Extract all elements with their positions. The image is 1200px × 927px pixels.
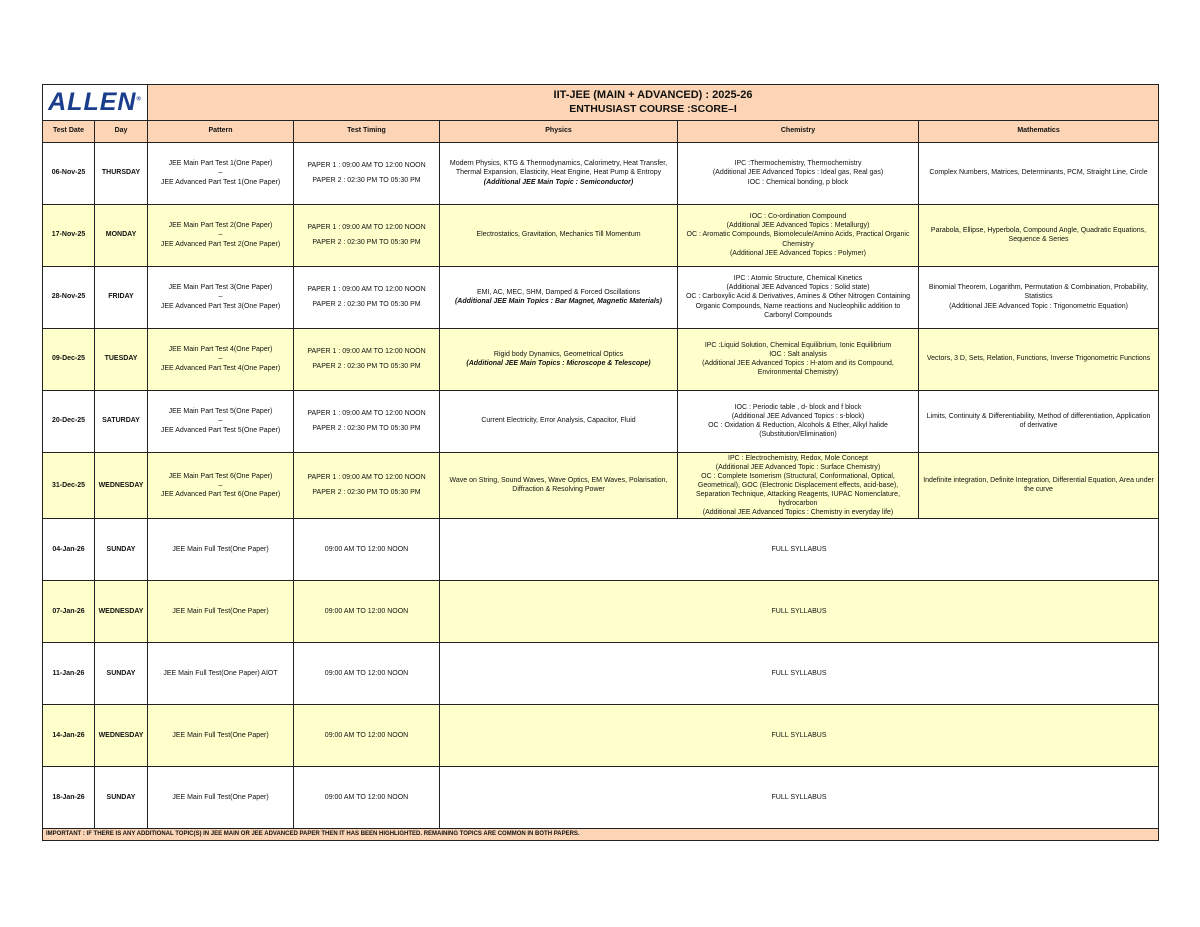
pattern-cell	[148, 266, 294, 328]
timing-cell	[294, 328, 440, 390]
mathematics-line: of derivative	[1019, 422, 1058, 429]
timing-paper-1: PAPER 1 : 09:00 AM TO 12:00 NOON	[307, 474, 426, 482]
chemistry-line: IOC : Periodic table , d- block and f block	[734, 403, 862, 411]
header-row	[43, 85, 1159, 121]
pattern-cell: JEE Main Full Test(One Paper)	[148, 767, 294, 829]
physics-cell	[440, 266, 678, 328]
chemistry-line: hydrocarbon	[778, 499, 818, 507]
timing-paper-1: PAPER 1 : 09:00 AM TO 12:00 NOON	[307, 223, 426, 231]
pattern-separator: –	[218, 231, 223, 239]
chemistry-line: IPC :Liquid Solution, Chemical Equilibrium, Ionic Equilibrium	[704, 341, 892, 349]
chemistry-line: (Additional JEE Advanced Topics : s-block)	[731, 412, 865, 420]
test-day: SUNDAY	[95, 519, 148, 581]
schedule-table	[42, 84, 1159, 841]
physics-line: Modern Physics, KTG & Thermodynamics, Calorimetry, Heat Transfer,	[449, 160, 668, 168]
pattern-advanced: JEE Advanced Part Test 4(One Paper)	[160, 364, 281, 372]
chemistry-line: IOC : Salt analysis	[769, 350, 827, 358]
pattern-cell	[148, 390, 294, 452]
table-row	[43, 452, 1159, 519]
col-header-day: Day	[95, 120, 148, 142]
timing-cell: 09:00 AM TO 12:00 NOON	[294, 581, 440, 643]
pattern-cell	[148, 142, 294, 204]
page-title: IIT-JEE (MAIN + ADVANCED) : 2025-26	[553, 89, 753, 102]
physics-line: Diffraction & Resolving Power	[512, 486, 605, 494]
timing-cell	[294, 266, 440, 328]
mathematics-line: Complex Numbers, Matrices, Determinants, PCM, Straight Line, Circle	[929, 169, 1148, 177]
timing-paper-1: PAPER 1 : 09:00 AM TO 12:00 NOON	[307, 409, 426, 417]
table-row	[43, 266, 1159, 328]
col-header-test-timing: Test Timing	[294, 120, 440, 142]
title-cell	[148, 85, 1159, 121]
mathematics-cell	[919, 328, 1159, 390]
test-date: 17-Nov-25	[43, 204, 95, 266]
timing-cell	[294, 142, 440, 204]
pattern-separator: –	[218, 169, 223, 177]
chemistry-line: Environmental Chemistry)	[757, 369, 839, 377]
mathematics-cell	[919, 142, 1159, 204]
mathematics-cell	[919, 266, 1159, 328]
mathematics-line: Indefinite integration, Definite Integration, Differential Equation, Area under	[923, 477, 1154, 485]
important-note: IMPORTANT : IF THERE IS ANY ADDITIONAL TOPIC(S) IN JEE MAIN OR JEE ADVANCED PAPER THEN IT HAS BEEN HIGHLIGHTED. REMAINING TOPICS ARE COMMON IN BOTH PAPERS.	[43, 829, 1159, 841]
mathematics-line: Statistics	[1024, 293, 1053, 301]
mathematics-line: Parabola, Ellipse, Hyperbola, Compound Angle, Quadratic Equations,	[930, 226, 1147, 234]
physics-line: Thermal Expansion, Elasticity, Heat Engine, Heat Pump & Entropy	[455, 169, 662, 177]
pattern-main: JEE Main Part Test 2(One Paper)	[168, 222, 273, 230]
test-date: 28-Nov-25	[43, 266, 95, 328]
timing-cell	[294, 390, 440, 452]
pattern-cell: JEE Main Full Test(One Paper)	[148, 519, 294, 581]
col-header-physics: Physics	[440, 120, 678, 142]
footer-row	[43, 829, 1159, 841]
pattern-main: JEE Main Part Test 4(One Paper)	[168, 346, 273, 354]
chemistry-line: (Additional JEE Advanced Topics : Polymer)	[729, 249, 867, 257]
full-syllabus-cell: FULL SYLLABUS	[440, 581, 1159, 643]
chemistry-line: IPC : Atomic Structure, Chemical Kinetics	[733, 275, 863, 283]
pattern-advanced: JEE Advanced Part Test 1(One Paper)	[160, 178, 281, 186]
physics-line: EMI, AC, MEC, SHM, Damped & Forced Oscillations	[477, 288, 640, 296]
col-header-test-date: Test Date	[43, 120, 95, 142]
chemistry-line: Geometrical), GOC (Electronic Displacement effects, acid-base),	[697, 481, 899, 489]
pattern-separator: –	[218, 293, 223, 301]
physics-additional: (Additional JEE Main Topics : Microscope & Telescope)	[466, 360, 651, 367]
chemistry-cell	[678, 142, 919, 204]
col-header-chemistry: Chemistry	[678, 120, 919, 142]
physics-cell	[440, 142, 678, 204]
test-date: 14-Jan-26	[43, 705, 95, 767]
pattern-advanced: JEE Advanced Part Test 6(One Paper)	[160, 490, 281, 498]
pattern-advanced: JEE Advanced Part Test 3(One Paper)	[160, 302, 281, 310]
mathematics-line: (Additional JEE Advanced Topic : Trigonometric Equation)	[949, 302, 1128, 310]
pattern-advanced: JEE Advanced Part Test 2(One Paper)	[160, 240, 281, 248]
full-syllabus-cell: FULL SYLLABUS	[440, 705, 1159, 767]
chemistry-line: Carbonyl Compounds	[764, 311, 832, 319]
chemistry-line: Organic Compounds, Name reactions and Nucleophilic addition to	[695, 302, 901, 310]
test-day: SUNDAY	[95, 643, 148, 705]
chemistry-line: (Additional JEE Advanced Topics : Ideal gas, Real gas)	[712, 169, 884, 177]
test-day: WEDNESDAY	[95, 705, 148, 767]
test-date: 04-Jan-26	[43, 519, 95, 581]
test-date: 09-Dec-25	[43, 328, 95, 390]
timing-paper-2: PAPER 2 : 02:30 PM TO 05:30 PM	[312, 239, 421, 246]
table-row	[43, 643, 1159, 705]
chemistry-line: (Substitution/Elimination)	[759, 431, 837, 439]
physics-cell	[440, 452, 678, 519]
timing-paper-1: PAPER 1 : 09:00 AM TO 12:00 NOON	[307, 161, 426, 169]
table-row	[43, 204, 1159, 266]
chemistry-line: (Additional JEE Advanced Topics : Solid state)	[726, 284, 870, 292]
chemistry-cell	[678, 390, 919, 452]
pattern-main: JEE Main Part Test 3(One Paper)	[168, 284, 273, 292]
mathematics-cell	[919, 390, 1159, 452]
timing-paper-1: PAPER 1 : 09:00 AM TO 12:00 NOON	[307, 285, 426, 293]
test-day: TUESDAY	[95, 328, 148, 390]
pattern-cell: JEE Main Full Test(One Paper)	[148, 705, 294, 767]
table-row	[43, 519, 1159, 581]
chemistry-cell	[678, 204, 919, 266]
pattern-main: JEE Main Part Test 5(One Paper)	[168, 408, 273, 416]
column-header-row	[43, 120, 1159, 142]
physics-line: Wave on String, Sound Waves, Wave Optics, EM Waves, Polarisation,	[449, 477, 668, 485]
table-row	[43, 390, 1159, 452]
physics-line: Current Electricity, Error Analysis, Capacitor, Fluid	[481, 417, 636, 425]
chemistry-line: OC : Oxidation & Reduction, Alcohols & Ether, Alkyl halide	[708, 422, 888, 429]
pattern-cell: JEE Main Full Test(One Paper)	[148, 581, 294, 643]
test-day: FRIDAY	[95, 266, 148, 328]
timing-cell: 09:00 AM TO 12:00 NOON	[294, 705, 440, 767]
physics-cell	[440, 390, 678, 452]
full-syllabus-cell: FULL SYLLABUS	[440, 519, 1159, 581]
pattern-separator: –	[218, 481, 223, 489]
allen-logo: ALLEN®	[48, 88, 142, 116]
chemistry-cell	[678, 266, 919, 328]
timing-paper-1: PAPER 1 : 09:00 AM TO 12:00 NOON	[307, 347, 426, 355]
pattern-main: JEE Main Part Test 6(One Paper)	[168, 472, 273, 480]
chemistry-line: IPC : Electrochemistry, Redox, Mole Concept	[728, 454, 868, 462]
table-row	[43, 705, 1159, 767]
test-date: 18-Jan-26	[43, 767, 95, 829]
mathematics-cell	[919, 452, 1159, 519]
chemistry-line: (Additional JEE Advanced Topic : Surface Chemistry)	[715, 463, 881, 471]
timing-cell: 09:00 AM TO 12:00 NOON	[294, 767, 440, 829]
test-date: 11-Jan-26	[43, 643, 95, 705]
mathematics-line: Binomial Theorem, Logarithm, Permutation & Combination, Probability,	[928, 284, 1149, 292]
pattern-cell	[148, 204, 294, 266]
pattern-cell	[148, 452, 294, 519]
timing-paper-2: PAPER 2 : 02:30 PM TO 05:30 PM	[312, 425, 421, 432]
timing-cell	[294, 204, 440, 266]
table-row	[43, 142, 1159, 204]
timing-paper-2: PAPER 2 : 02:30 PM TO 05:30 PM	[312, 363, 421, 370]
mathematics-cell	[919, 204, 1159, 266]
timing-cell	[294, 452, 440, 519]
physics-line: Rigid body Dynamics, Geometrical Optics	[493, 350, 624, 358]
chemistry-cell	[678, 328, 919, 390]
test-day: MONDAY	[95, 204, 148, 266]
timing-paper-2: PAPER 2 : 02:30 PM TO 05:30 PM	[312, 489, 421, 497]
physics-additional: (Additional JEE Main Topics : Bar Magnet, Magnetic Materials)	[454, 298, 663, 305]
pattern-advanced: JEE Advanced Part Test 5(One Paper)	[160, 426, 281, 434]
physics-cell	[440, 328, 678, 390]
test-day: WEDNESDAY	[95, 452, 148, 519]
mathematics-line: Sequence & Series	[1008, 236, 1069, 243]
col-header-pattern: Pattern	[148, 120, 294, 142]
full-syllabus-cell: FULL SYLLABUS	[440, 767, 1159, 829]
physics-additional: (Additional JEE Main Topic : Semiconductor)	[483, 178, 634, 186]
pattern-cell	[148, 328, 294, 390]
pattern-cell: JEE Main Full Test(One Paper) AIOT	[148, 643, 294, 705]
test-date: 20-Dec-25	[43, 390, 95, 452]
chemistry-line: IOC : Chemical bonding, p block	[747, 178, 849, 186]
mathematics-line: the curve	[1024, 486, 1053, 494]
chemistry-line: IOC : Co-ordination Compound	[749, 213, 847, 221]
chemistry-line: (Additional JEE Advanced Topics : H-atom and its Compound,	[702, 360, 894, 367]
logo-cell	[43, 85, 148, 121]
table-row	[43, 767, 1159, 829]
test-day: SATURDAY	[95, 390, 148, 452]
timing-paper-2: PAPER 2 : 02:30 PM TO 05:30 PM	[312, 301, 421, 308]
timing-cell: 09:00 AM TO 12:00 NOON	[294, 643, 440, 705]
chemistry-line: OC : Aromatic Compounds, Biomolecule/Amino Acids, Practical Organic Chemistry	[686, 231, 910, 248]
mathematics-line: Limits, Continuity & Differentiability, Method of differentiation, Application	[926, 412, 1151, 420]
mathematics-line: Vectors, 3 D, Sets, Relation, Functions, Inverse Trigonometric Functions	[926, 355, 1151, 363]
chemistry-line: OC : Carboxylic Acid & Derivatives, Amines & Other Nitrogen Containing	[685, 293, 911, 301]
test-day: WEDNESDAY	[95, 581, 148, 643]
physics-cell	[440, 204, 678, 266]
chemistry-line: OC : Complete Isomerism (Structural, Conformational, Optical,	[701, 472, 895, 480]
chemistry-line: Separation Technique, Attacking Reagents, IUPAC Nomenclature,	[695, 490, 901, 498]
page-subtitle: ENTHUSIAST COURSE :SCORE–I	[569, 102, 737, 115]
pattern-separator: –	[218, 417, 223, 425]
test-date: 31-Dec-25	[43, 452, 95, 519]
chemistry-line: (Additional JEE Advanced Topics : Chemistry in everyday life)	[702, 509, 894, 517]
table-row	[43, 581, 1159, 643]
test-day: SUNDAY	[95, 767, 148, 829]
test-day: THURSDAY	[95, 142, 148, 204]
pattern-main: JEE Main Part Test 1(One Paper)	[168, 160, 273, 168]
col-header-mathematics: Mathematics	[919, 120, 1159, 142]
timing-cell: 09:00 AM TO 12:00 NOON	[294, 519, 440, 581]
full-syllabus-cell: FULL SYLLABUS	[440, 643, 1159, 705]
test-date: 06-Nov-25	[43, 142, 95, 204]
chemistry-cell	[678, 452, 919, 519]
test-date: 07-Jan-26	[43, 581, 95, 643]
table-row	[43, 328, 1159, 390]
timing-paper-2: PAPER 2 : 02:30 PM TO 05:30 PM	[312, 177, 421, 184]
pattern-separator: –	[218, 355, 223, 363]
physics-line: Electrostatics, Gravitation, Mechanics Till Momentum	[476, 231, 641, 239]
chemistry-line: IPC :Thermochemistry, Thermochemistry	[734, 160, 862, 168]
chemistry-line: (Additional JEE Advanced Topics : Metallurgy)	[726, 222, 870, 230]
